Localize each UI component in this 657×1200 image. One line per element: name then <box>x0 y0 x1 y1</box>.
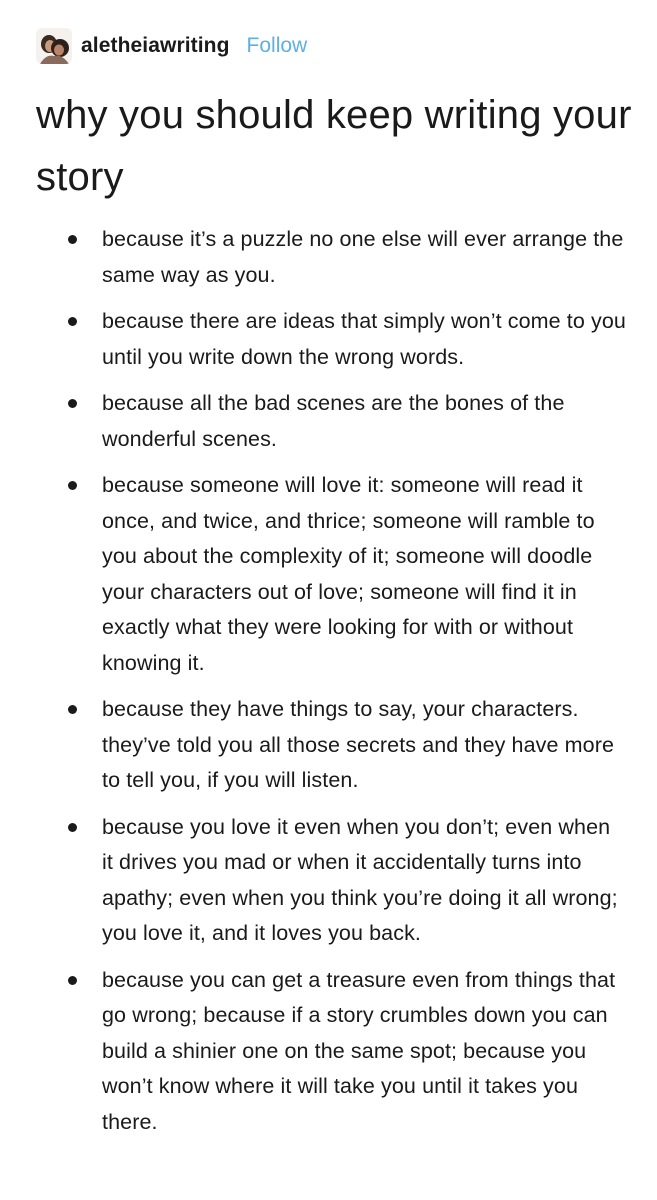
bullet-icon <box>68 481 77 490</box>
bullet-icon <box>68 317 77 326</box>
bullet-icon <box>68 235 77 244</box>
list-item-text: because all the bad scenes are the bones of the wonderful scenes. <box>102 391 565 451</box>
bullet-icon <box>68 976 77 985</box>
list-item <box>0 963 657 1141</box>
list-item <box>0 222 657 293</box>
list-item-text: because you love it even when you don’t; even when it drives you mad or when it accidentally turns into apathy; even when you think you’re doing it all wrong; you love it, and it loves you back. <box>102 814 618 945</box>
list-item-text: because there are ideas that simply won’t come to you until you write down the wrong words. <box>102 309 626 369</box>
follow-button[interactable]: Follow <box>246 34 308 57</box>
author-username[interactable]: aletheiawriting <box>81 34 230 57</box>
reasons-list <box>0 222 657 1151</box>
list-item <box>0 304 657 375</box>
list-item <box>0 468 657 681</box>
list-item-text: because they have things to say, your characters. they’ve told you all those secrets and they have more to tell you, if you will listen. <box>102 697 615 792</box>
bullet-icon <box>68 399 77 408</box>
post-header <box>36 27 307 65</box>
list-item <box>0 810 657 952</box>
list-item-text: because you can get a treasure even from things that go wrong; because if a story crumbles down you can build a shinier one on the same spot; because you won’t know where it will take you until it takes you there. <box>102 967 616 1134</box>
post-title: why you should keep writing your story <box>36 93 632 199</box>
list-item-text: because someone will love it: someone will read it once, and twice, and thrice; someone will ramble to you about the complexity of it; someone will doodle your characters out of love; someone will find it in exactly what they were looking for with or without knowing it. <box>102 473 595 675</box>
list-item <box>0 386 657 457</box>
list-item <box>0 692 657 799</box>
bullet-icon <box>68 705 77 714</box>
avatar[interactable] <box>36 28 72 64</box>
list-item-text: because it’s a puzzle no one else will ever arrange the same way as you. <box>102 227 624 287</box>
bullet-icon <box>68 823 77 832</box>
avatar-photo-icon <box>36 28 72 64</box>
